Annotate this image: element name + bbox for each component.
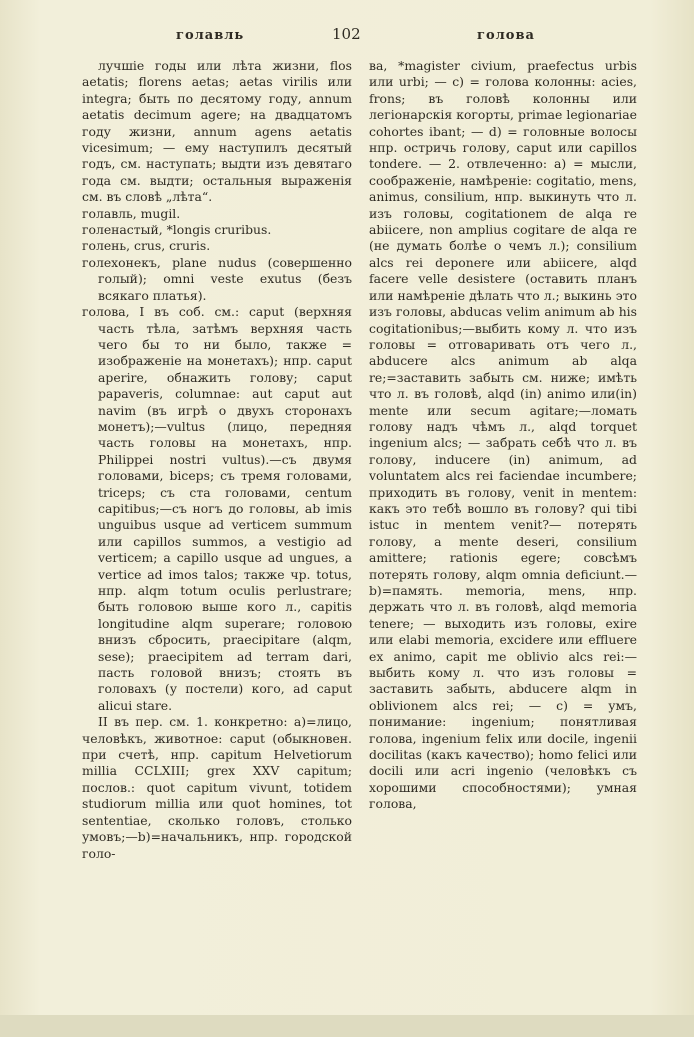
running-header — [0, 25, 694, 52]
header-left-guide-word: голавль — [176, 28, 245, 43]
left-column — [82, 58, 352, 862]
page-number: 102 — [332, 25, 361, 43]
entry-golavl: голавль, mugil. — [82, 205, 181, 221]
entry-golova-literal: голова, I въ соб. см.: caput (верхняя часть тѣла, затѣмъ верхняя часть чего бы то ни было, также = изображеніе на монетахъ); нпр. caput aperire, обнажить голову; caput papaveris, columnae: aut caput aut navim (въ игрѣ о двухъ сторонахъ монетъ);—vultus (лицо, передняя часть головы на монетахъ, нпр. Philippei nostri vultus).—съ двумя головами, biceps; съ тремя головами, triceps; съ ста головами, centum capitibus;—съ ногъ до головы, ab imis unguibus usque ad verticem summum или capillos summos, a vestigio ad verticem; a capillo usque ad ungues, a vertice ad imos talos; также чр. totus, нпр. alqm totum oculis perlustrare; быть головою выше кого л., capitis longitudine alqm superare; головою внизъ сбросить, praecipitare (alqm, sese); praecipitem ad terram dari, пасть головой внизъ; стоять въ головахъ (у постели) кого, ad caput alicui stare. — [82, 304, 352, 713]
entry-golekhonek: голехонекъ, plane nudus (совершенно голый); omni veste exutus (безъ всякаго платья). — [82, 254, 352, 303]
entry-golova-figurative: II въ пер. см. 1. конкретно: а)=лицо, человѣкъ, животное: caput (обыкновен. при счетѣ, нпр. capitum Helvetiorum millia CCLXIII; grex XXV capitum; послов.: quot capitum vivunt, totidem studiorum millia или quot homines, tot sententiae, сколько головъ, столько умовъ;—b)=начальникъ, нпр. городской голо- — [82, 714, 352, 861]
entry-golenasty: голенастый, *longis cruribus. — [82, 222, 272, 238]
entry-continuation: лучшіе годы или лѣта жизни, flos aetatis; florens aetas; aetas virilis или integra; быть по десятому году, annum aetatis decimum agere; на двадцатомъ году жизни, annum agens aetatis vicesimum; — ему наступилъ десятый годъ, см. наступать; выдти изъ девятаго года см. выдти; остальныя выраженія см. въ словѣ „лѣта“. — [82, 58, 352, 205]
page-bottom-edge — [0, 1015, 694, 1037]
entry-golova-continued: ва, *magister civium, praefectus urbis или urbi; — c) = голова колонны: acies, frons; въ головѣ колонны или легіонарскія когорты, primae legionariae cohortes ibant; — d) = головные волосы нпр. остричь голову, caput или capillos tondere. — 2. отвлеченно: a) = мысли, соображеніе, намѣреніе: cogitatio, mens, animus, consilium, нпр. выкинуть что л. изъ головы, cogitationem de alqa re abiicere, non amplius cogitare de alqa re (не думать болѣе о чемъ л.); consilium alcs rei deponere или abiicere, alqd facere velle desistere (оставить планъ или намѣреніе дѣлать что л.; выкинь это изъ головы, abducas velim animum ab his cogitationibus;—выбить кому л. что изъ головы = отговаривать отъ чего л., abducere alcs animum ab alqa re;=заставить забыть см. ниже; имѣть что л. въ головѣ, alqd (in) animo или(in) mente или secum agitare;—ломать голову надъ чѣмъ л., alqd torquet ingenium alcs; — забрать себѣ что л. въ голову, inducere (in) animum, ad voluntatem alcs rei faciendae incumbere; приходить въ голову, venit in mentem: какъ это тебѣ вошло въ голову? qui tibi istuc in mentem venit?— потерять голову, a mente deseri, consilium amittere; rationis egere; совсѣмъ потерять голову, alqm omnia deficiunt.—b)=память. memoria, mens, нпр. держать что л. въ головѣ, alqd memoria tenere; — выходить изъ головы, exire или elabi memoria, excidere или effluere ex animo, capit me oblivio alcs rei:—выбить кому л. что изъ головы = заставить забыть, abducere alqm in oblivionem alcs rei; — c) = умъ, понимание: ingenium; понятливая голова, ingenium felix или docile, ingenii docilitas (какъ качество); homo felici или docili или acri ingenio (человѣкъ съ хорошими способностями); умная голова, — [369, 58, 637, 812]
entry-golen: голень, crus, cruris. — [82, 238, 211, 254]
header-right-guide-word: голова — [477, 28, 535, 43]
right-column — [369, 58, 637, 813]
